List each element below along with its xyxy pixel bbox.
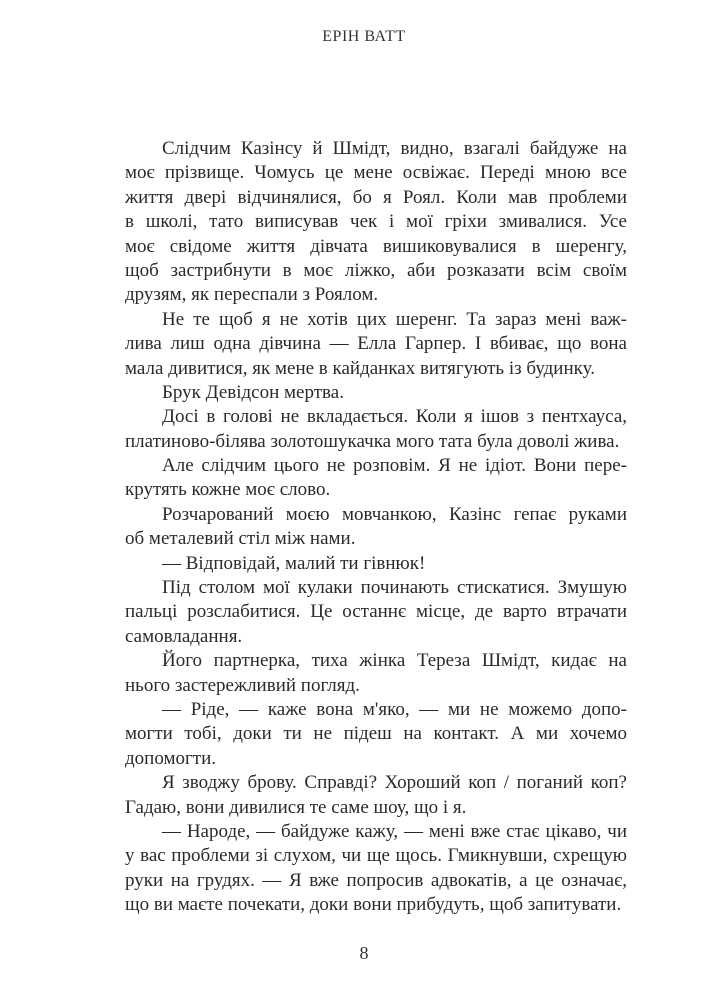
text-line: руки на грудях. — Я вже попросив адвокатів, а це означає, — [125, 869, 627, 891]
running-header: ЕРІН ВАТТ — [322, 28, 406, 45]
text-line: об металевий стіл між нами. — [125, 528, 356, 550]
paragraph — [125, 503, 627, 552]
paragraph — [125, 137, 627, 308]
text-line: — Ріде, — каже вона м'яко, — ми не можемо допо- — [162, 698, 627, 720]
text-line: — Відповідай, малий ти гівнюк! — [162, 552, 426, 574]
paragraph — [125, 381, 627, 405]
text-line: Його партнерка, тиха жінка Тереза Шмідт, кидає на — [162, 650, 627, 672]
text-line: друзям, як переспали з Роялом. — [125, 284, 379, 306]
paragraph — [125, 698, 627, 771]
text-line: крутять кожне моє слово. — [125, 479, 331, 501]
text-line: що ви маєте почекати, доки вони прибудуть, щоб запитувати. — [125, 894, 622, 916]
text-line: життя двері відчинялися, бо я Роял. Коли мав проблеми — [125, 186, 627, 208]
text-line: нього застережливий погляд. — [125, 674, 360, 696]
text-line: Не те щоб я не хотів цих шеренг. Та зараз мені важ- — [162, 308, 627, 330]
text-line: платиново-білява золотошукачка мого тата була доволі жива. — [125, 430, 620, 452]
text-line: в школі, тато виписував чек і мої гріхи змивалися. Усе — [125, 211, 627, 233]
paragraph — [125, 649, 627, 698]
text-line: лива лиш одна дівчина — Елла Гарпер. І вбиває, що вона — [125, 333, 627, 355]
paragraph — [125, 552, 627, 576]
paragraph — [125, 771, 627, 820]
text-line: Під столом мої кулаки починають стискатися. Змушую — [162, 577, 627, 599]
paragraph — [125, 308, 627, 381]
page-number: 8 — [359, 943, 369, 963]
text-line: моє свідоме життя дівчата вишиковувалися в шеренгу, — [125, 235, 627, 257]
text-line: могти тобі, доки ти не підеш на контакт. А ми хочемо — [125, 723, 627, 745]
text-line: Слідчим Казінсу й Шмідт, видно, взагалі байдуже на — [162, 138, 627, 159]
text-line: мала дивитися, як мене в кайданках витягують із будинку. — [125, 357, 595, 379]
text-line: щоб застрибнути в моє ліжко, аби розказати всім своїм — [125, 259, 627, 281]
text-line: Розчарований моєю мовчанкою, Казінс гепає руками — [162, 503, 627, 525]
paragraph — [125, 820, 627, 918]
paragraph — [125, 576, 627, 649]
text-line: допомогти. — [125, 747, 217, 769]
text-line: самовладання. — [125, 625, 243, 647]
text-line: Брук Девідсон мертва. — [162, 381, 344, 403]
paragraph — [125, 454, 627, 503]
text-line: — Народе, — байдуже кажу, — мені вже стає цікаво, чи — [162, 820, 627, 842]
text-line: моє прізвище. Чомусь це мене освіжає. Переді мною все — [125, 162, 627, 184]
text-line: Гадаю, вони дивилися те саме шоу, що і я. — [125, 796, 467, 818]
page-body-text — [125, 137, 627, 918]
text-line: пальці розслабитися. Це останнє місце, де варто втрачати — [125, 601, 627, 623]
paragraph — [125, 405, 627, 454]
text-line: Досі в голові не вкладається. Коли я ішов з пентхауса, — [162, 406, 627, 428]
text-line: Я зводжу брову. Справді? Хороший коп / поганий коп? — [162, 772, 627, 794]
text-line: у вас проблеми зі слухом, чи ще щось. Гмикнувши, схрещую — [125, 845, 627, 867]
text-line: Але слідчим цього не розповім. Я не ідіот. Вони пере- — [162, 455, 627, 477]
